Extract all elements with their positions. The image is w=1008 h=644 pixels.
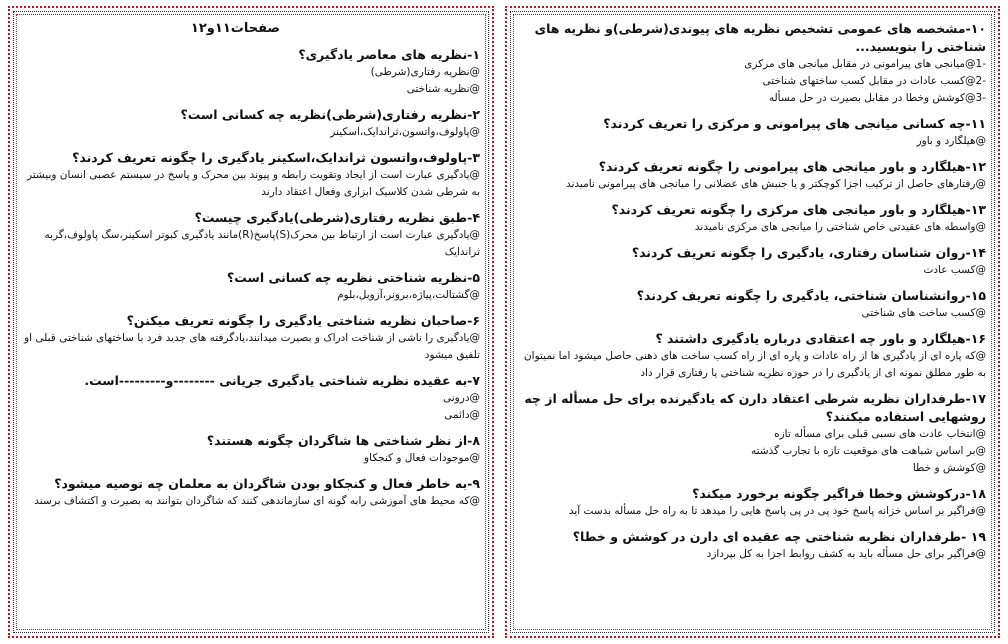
question-block	[519, 201, 986, 236]
question-text: ۱۵-روانشناسان شناختی، یادگیری را چگونه تعریف کردند؟	[636, 288, 986, 303]
answer-text: @موجودات فعال و کنجکاو	[364, 452, 480, 464]
page-title: صفحات۱۱و۱۲	[190, 21, 280, 36]
question-text: ۱۹ -طرفداران نظریه شناختی چه عقیده ای دارن در کوشش و خطا؟	[572, 529, 986, 544]
question-block	[22, 209, 480, 261]
question-block	[519, 287, 986, 322]
answer-text: @انتخاب عادت های نسبی قبلی برای مسأله تازه	[774, 428, 986, 440]
answer-text: @واسطه های عقیدتی خاص شناختی را میانجی های مرکزی نامیدند	[694, 221, 986, 233]
right-page-content	[519, 20, 986, 628]
question-text: ۱۶-هیلگارد و باور چه اعتقادی درباره یادگیری داشتند ؟	[655, 331, 986, 346]
question-block	[519, 115, 986, 150]
left-page-content	[22, 20, 480, 628]
question-text: ۵-نظریه شناختی نظریه چه کسانی است؟	[227, 270, 480, 285]
left-page	[8, 6, 494, 638]
answer-text: @یادگیری عبارت است از ارتباط بین محرک(S)پاسخ(R)مانند یادگیری کبوتر اسکینر،سگ پاولوف،گربه ثراندایک	[44, 229, 480, 258]
question-text: ۱۲-هیلگارد و باور میانجی های پیرامونی را چگونه تعریف کردند؟	[598, 159, 986, 174]
question-text: ۱۸-درکوشش وخطا فراگیر چگونه برخورد میکند؟	[692, 486, 986, 501]
question-text: ۱۷-طرفداران نظریه شرطی اعتقاد دارن که یادگیرنده برای حل مسأله از چه روشهایی استفاده میکنند؟	[524, 391, 986, 424]
answer-text: @که پاره ای از یادگیری ها از راه عادات و پاره ای از راه کسب ساخت های ذهنی حاصل میشود اما نمیتوان به طور مطلق نمونه ای از یادگیری را در حوزه نظریه شناختی یا رفتاری قرار داد	[523, 350, 986, 379]
question-block	[519, 158, 986, 193]
question-block	[22, 475, 480, 510]
question-text: ۱۳-هیلگارد و باور میانجی های مرکزی را چگونه تعریف کردند؟	[611, 202, 986, 217]
question-list	[519, 20, 986, 563]
question-block	[519, 330, 986, 382]
question-block	[22, 46, 480, 98]
answer-text: @یادگیری را ناشی از شناخت ادراک و بصیرت میدانند،یادگرفته های جدید فرد با ساختهای شناختی قبلی او تلفیق میشود	[24, 332, 480, 361]
answer-text: -2@کسب عادات در مقابل کسب ساختهای شناختی	[762, 75, 986, 87]
answer-text: @یادگیری عبارت است از ایجاد وتقویت رابطه و پیوند بین محرک و پاسخ در سیستم عصبی انسان وبیشتر به شرطی شدن کلاسیک ابزاری وفعال اعتقاد دارند	[26, 169, 480, 198]
question-text: ۶-صاحبان نظریه شناختی یادگیری را چگونه تعریف میکنن؟	[126, 313, 480, 328]
question-block	[22, 312, 480, 364]
question-list	[22, 46, 480, 510]
question-block	[519, 390, 986, 477]
question-text: ۱۴-روان شناسان رفتاری، یادگیری را چگونه تعریف کردند؟	[631, 245, 986, 260]
question-text: ۹-به خاطر فعال و کنجکاو بودن شاگردان به معلمان چه توصیه میشود؟	[54, 476, 480, 491]
question-block	[22, 432, 480, 467]
answer-text: @درونی	[443, 392, 480, 404]
answer-text: @هیلگارد و باور	[916, 135, 986, 147]
right-page	[505, 6, 1000, 638]
answer-text: -3@کوشش وخطا در مقابل بصیرت در حل مسأله	[768, 92, 986, 104]
answer-text: @رفتارهای حاصل از ترکیب اجزا کوچکتر و یا جنبش های عضلانی را میانجی های پیرامونی نامیدند	[565, 178, 986, 190]
question-text: ۲-نظریه رفتاری(شرطی)نظریه چه کسانی است؟	[180, 107, 480, 122]
question-text: ۱۱-چه کسانی میانجی های پیرامونی و مرکزی را تعریف کردند؟	[603, 116, 986, 131]
question-text: ۱۰-مشخصه های عمومی تشخیص نظریه های پیوندی(شرطی)و نظریه های شناختی را بنویسید...	[534, 21, 986, 54]
question-block	[519, 528, 986, 563]
question-block	[22, 149, 480, 201]
question-text: ۸-از نظر شناختی ها شاگردان چگونه هستند؟	[206, 433, 480, 448]
question-text: ۷-به عقیده نظریه شناختی یادگیری جریانی --------و---------است.	[84, 373, 480, 388]
answer-text: @پاولوف،واتسون،ثراندایک،اسکینر	[330, 126, 480, 138]
answer-text: @دائمی	[444, 409, 480, 421]
answer-text: @نظریه رفتاری(شرطی)	[370, 66, 480, 78]
question-block	[519, 244, 986, 279]
answer-text: @نظریه شناختی	[406, 83, 480, 95]
answer-text: -1@میانجی های پیرامونی در مقابل میانجی های مرکزی	[744, 58, 986, 70]
answer-text: @که محیط های آموزشی رابه گونه ای سازماندهی کنند که شاگردان بتوانند به بصیرت و اکتشاف برسند	[34, 495, 480, 507]
answer-text: @فراگیر بر اساس خزانه پاسخ خود پی در پی پاسخ هایی را میدهد تا به راه حل مسأله بدست آید	[568, 505, 986, 517]
question-block	[22, 269, 480, 304]
question-block	[22, 106, 480, 141]
question-block	[519, 485, 986, 520]
answer-text: @فراگیر برای حل مسأله باید به کشف روابط اجزا به کل بپردازد	[706, 548, 986, 560]
question-text: ۱-نظریه های معاصر یادگیری؟	[298, 47, 480, 62]
question-block	[519, 20, 986, 107]
answer-text: @گشتالت،پیاژه،برونر،آزوبل،بلوم	[337, 289, 480, 301]
answer-text: @بر اساس شباهت های موقعیت تازه با تجارب گذشته	[750, 445, 986, 457]
question-text: ۴-طبق نظریه رفتاری(شرطی)یادگیری چیست؟	[194, 210, 480, 225]
question-text: ۳-پاولوف،واتسون ثراندایک،اسکینر یادگیری را چگونه تعریف کردند؟	[72, 150, 480, 165]
question-block	[22, 372, 480, 424]
answer-text: @کسب ساخت های شناختی	[861, 307, 986, 319]
answer-text: @کوشش و خطا	[912, 462, 986, 474]
answer-text: @کسب عادت	[923, 264, 986, 276]
